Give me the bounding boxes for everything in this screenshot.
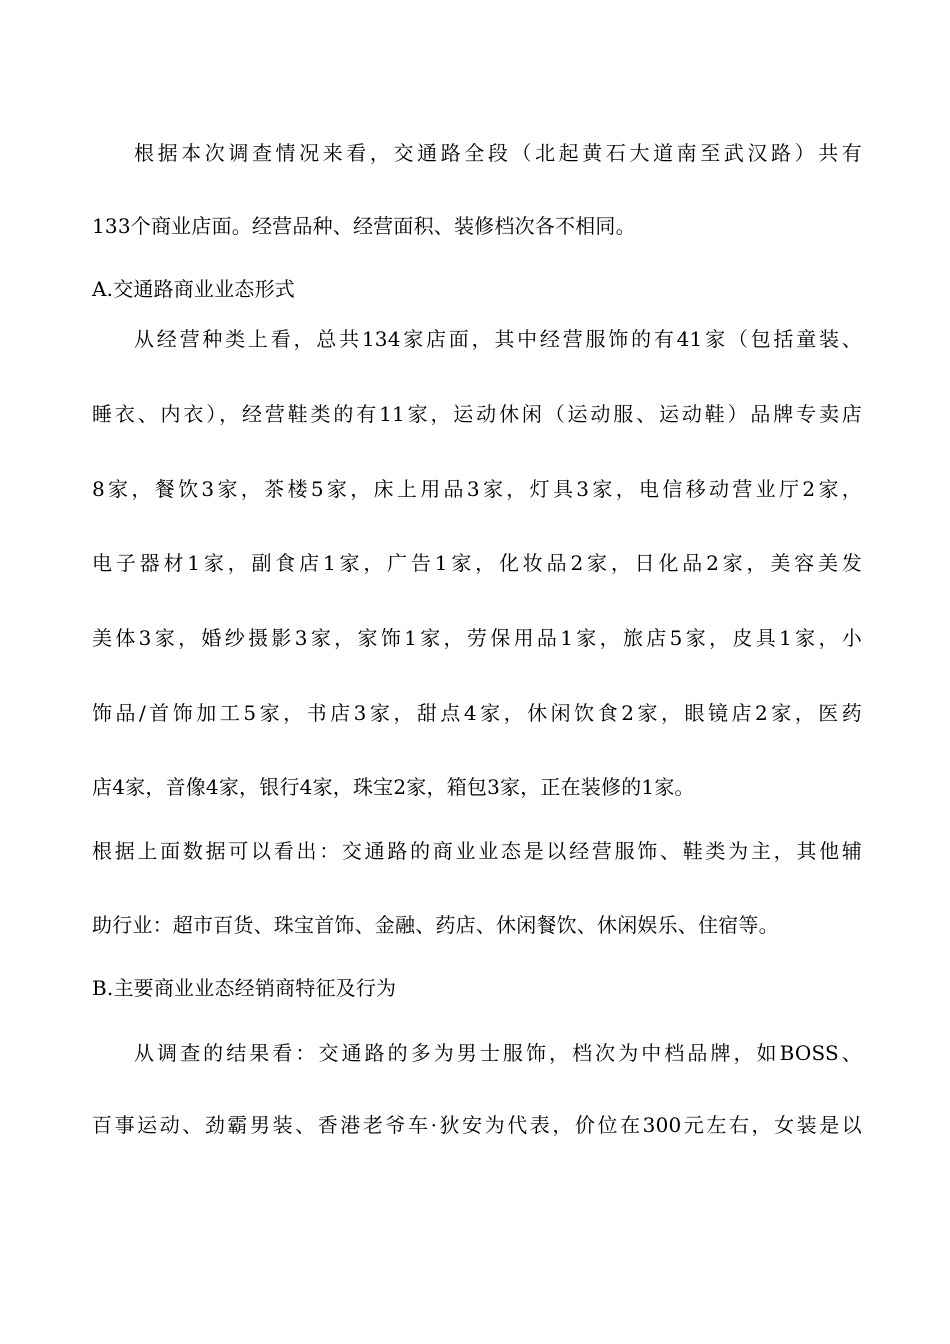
paragraph-intro-line-1: 根据本次调查情况来看，交通路全段（北起黄石大道南至武汉路）共有 <box>134 141 862 165</box>
paragraph-intro-line-2: 133个商业店面。经营品种、经营面积、装修档次各不相同。 <box>92 214 636 238</box>
section-a-paragraph-1-line-7: 店4家，音像4家，银行4家，珠宝2家，箱包3家，正在装修的1家。 <box>92 775 695 799</box>
section-b-paragraph-1-line-1: 从调查的结果看：交通路的多为男士服饰，档次为中档品牌，如BOSS、 <box>134 1041 862 1065</box>
section-a-paragraph-1-line-3: 8家，餐饮3家，茶楼5家，床上用品3家，灯具3家，电信移动营业厅2家， <box>92 477 862 501</box>
section-a-paragraph-2-line-1: 根据上面数据可以看出：交通路的商业业态是以经营服饰、鞋类为主，其他辅 <box>92 839 862 863</box>
section-a-paragraph-1-line-2: 睡衣、内衣），经营鞋类的有11家，运动休闲（运动服、运动鞋）品牌专卖店 <box>92 402 862 426</box>
section-b-heading: B.主要商业业态经销商特征及行为 <box>92 976 397 1000</box>
section-a-paragraph-1-line-1: 从经营种类上看，总共134家店面，其中经营服饰的有41家（包括童装、 <box>134 327 862 351</box>
section-a-paragraph-1-line-4: 电子器材1家，副食店1家，广告1家，化妆品2家，日化品2家，美容美发 <box>92 551 862 575</box>
section-a-paragraph-2-line-2: 助行业：超市百货、珠宝首饰、金融、药店、休闲餐饮、休闲娱乐、住宿等。 <box>92 913 779 937</box>
section-b-paragraph-1-line-2: 百事运动、劲霸男装、香港老爷车·狄安为代表，价位在300元左右，女装是以 <box>92 1113 862 1137</box>
section-a-paragraph-1-line-6: 饰品/首饰加工5家，书店3家，甜点4家，休闲饮食2家，眼镜店2家，医药 <box>92 701 862 725</box>
section-a-heading: A.交通路商业业态形式 <box>92 277 296 301</box>
section-a-paragraph-1-line-5: 美体3家，婚纱摄影3家，家饰1家，劳保用品1家，旅店5家，皮具1家，小 <box>92 626 862 650</box>
